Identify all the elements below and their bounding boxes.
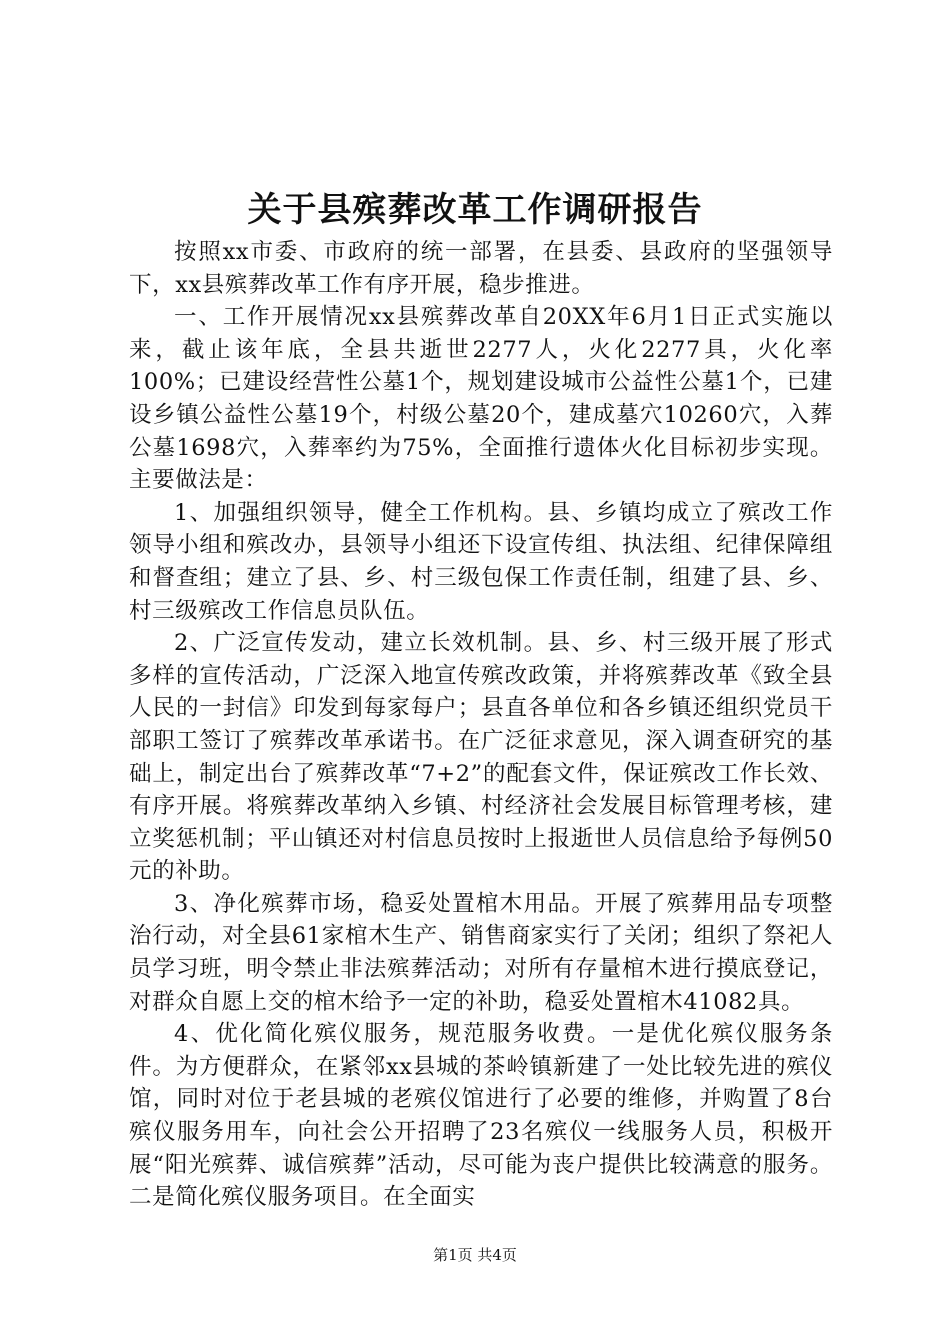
paragraph-section-1: 一、工作开展情况xx县殡葬改革自20XX年6月1日正式实施以来，截止该年底，全县共逝世2277人，火化2277具，火化率100%；已建设经营性公墓1个，规划建设城市公益性公墓1个，已建设乡镇公益性公墓19个，村级公墓20个，建成墓穴10260穴，入葬公墓1698穴，入葬率约为75%，全面推行遗体火化目标初步实现。主要做法是： — [129, 304, 833, 494]
paragraph-item-1: 1、加强组织领导，健全工作机构。县、乡镇均成立了殡改工作领导小组和殡改办，县领导小组还下设宣传组、执法组、纪律保障组和督查组；建立了县、乡、村三级包保工作责任制，组建了县、乡、村三级殡改工作信息员队伍。 — [129, 499, 833, 624]
paragraph-item-4: 4、优化简化殡仪服务，规范服务收费。一是优化殡仪服务条件。为方便群众，在紧邻xx县城的茶岭镇新建了一处比较先进的殡仪馆，同时对位于老县城的老殡仪馆进行了必要的维修，并购置了8台殡仪服务用车，向社会公开招聘了23名殡仪一线服务人员，积极开展“阳光殡葬、诚信殡葬”活动，尽可能为丧户提供比较满意的服务。二是简化殡仪服务项目。在全面实 — [129, 1021, 833, 1211]
paragraph-item-3: 3、净化殡葬市场，稳妥处置棺木用品。开展了殡葬用品专项整治行动，对全县61家棺木生产、销售商家实行了关闭；组织了祭祀人员学习班，明令禁止非法殡葬活动；对所有存量棺木进行摸底登记，对群众自愿上交的棺木给予一定的补助，稳妥处置棺木41082具。 — [129, 890, 833, 1015]
paragraph-item-2: 2、广泛宣传发动，建立长效机制。县、乡、村三级开展了形式多样的宣传活动，广泛深入地宣传殡改政策，并将殡葬改革《致全县人民的一封信》印发到每家每户；县直各单位和各乡镇还组织党员干部职工签订了殡葬改革承诺书。在广泛征求意见，深入调查研究的基础上，制定出台了殡葬改革“7+2”的配套文件，保证殡改工作长效、有序开展。将殡葬改革纳入乡镇、村经济社会发展目标管理考核，建立奖惩机制；平山镇还对村信息员按时上报逝世人员信息给予每例50元的补助。 — [129, 630, 833, 885]
page-footer: 第1页 共4页 — [433, 1246, 517, 1264]
document-title: 关于县殡葬改革工作调研报告 — [247, 190, 703, 230]
document-body — [129, 236, 833, 1214]
paragraph-intro: 按照xx市委、市政府的统一部署，在县委、县政府的坚强领导下，xx县殡葬改革工作有序开展，稳步推进。 — [129, 239, 833, 298]
